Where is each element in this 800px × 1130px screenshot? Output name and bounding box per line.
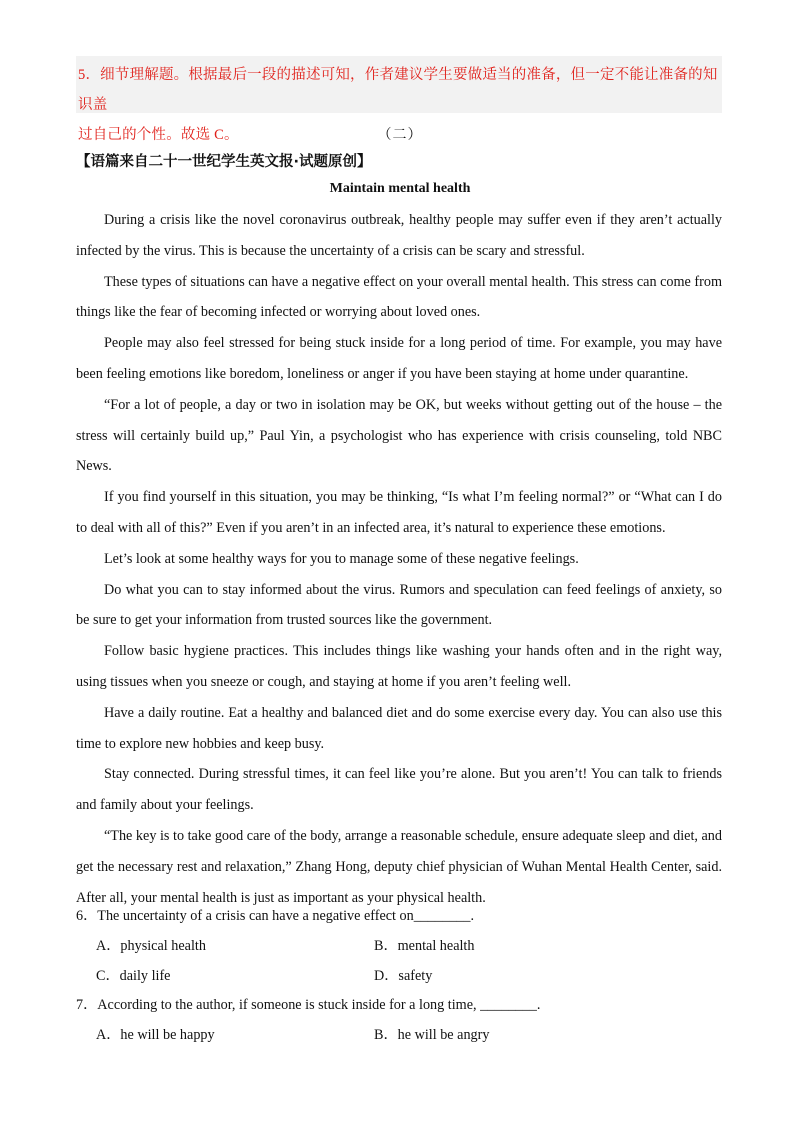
source-label: 【语篇来自二十一世纪学生英文报·试题原创】	[76, 154, 372, 170]
article-body	[76, 205, 722, 913]
article-paragraph: “For a lot of people, a day or two in isolation may be OK, but weeks without getting out of the house – the stress will certainly build up,” Paul Yin, a psychologist who has experience with crisis counseling, told NBC News.	[76, 396, 722, 475]
question-7-options-row-1	[76, 1021, 722, 1051]
question-6-option-a: A．physical health	[96, 937, 206, 954]
article-paragraph: During a crisis like the novel coronavirus outbreak, healthy people may suffer even if they aren’t actually infected by the virus. This is because the uncertainty of a crisis can be scary and stressful.	[76, 212, 722, 259]
question-6-option-d: D．safety	[374, 967, 433, 984]
question-6-options-row-2	[76, 962, 722, 992]
question-7-stem: 7．According to the author, if someone is stuck inside for a long time, ________.	[76, 997, 541, 1014]
article-paragraph: Do what you can to stay informed about the virus. Rumors and speculation can feed feelings of anxiety, so be sure to get your information from trusted sources like the government.	[76, 581, 722, 629]
article-paragraph: People may also feel stressed for being stuck inside for a long period of time. For example, you may have been feeling emotions like boredom, loneliness or anger if you have been staying at home under quarantine.	[76, 335, 722, 382]
article-paragraph: Stay connected. During stressful times, it can feel like you’re alone. But you aren’t! You can talk to friends and family about your feelings.	[76, 766, 722, 814]
article-paragraph: If you find yourself in this situation, you may be thinking, “Is what I’m feeling normal?” or “What can I do to deal with all of this?” Even if you aren’t in an infected area, it’s natural to experience these emotions.	[76, 489, 722, 536]
section-number: （二）	[377, 128, 423, 143]
answer-line-1: 5．细节理解题。根据最后一段的描述可知，作者建议学生要做适当的准备，但一定不能让准备的知识盖	[78, 67, 718, 113]
article-paragraph: Have a daily routine. Eat a healthy and balanced diet and do some exercise every day. You can also use this time to explore new hobbies and keep busy.	[76, 704, 722, 752]
article-paragraph: Follow basic hygiene practices. This includes things like washing your hands often and in the right way, using tissues when you sneeze or cough, and staying at home if you aren’t feeling well.	[76, 643, 722, 690]
question-list	[76, 902, 722, 1051]
question-7-option-a: A．he will be happy	[96, 1027, 215, 1044]
article-paragraph: Let’s look at some healthy ways for you to manage some of these negative feelings.	[104, 550, 579, 567]
answer-line-2: 过自己的个性。故选 C。	[78, 127, 239, 143]
question-7-option-b: B．he will be angry	[374, 1027, 490, 1044]
article-paragraph: These types of situations can have a negative effect on your overall mental health. This stress can come from things like the fear of becoming infected or worrying about loved ones.	[76, 273, 722, 321]
question-6-stem: 6．The uncertainty of a crisis can have a negative effect on________.	[76, 908, 475, 924]
question-6-option-b: B．mental health	[374, 937, 475, 954]
article-paragraph: “The key is to take good care of the body, arrange a reasonable schedule, ensure adequate sleep and diet, and get the necessary rest and relaxation,” Zhang Hong, deputy chief physician of Wuhan Mental Health Center, said. After all, your mental health is just as important as your physical health.	[76, 827, 722, 906]
question-6-options-row-1	[76, 932, 722, 962]
article-title: Maintain mental health	[329, 181, 471, 196]
question-6-option-c: C．daily life	[96, 967, 171, 984]
